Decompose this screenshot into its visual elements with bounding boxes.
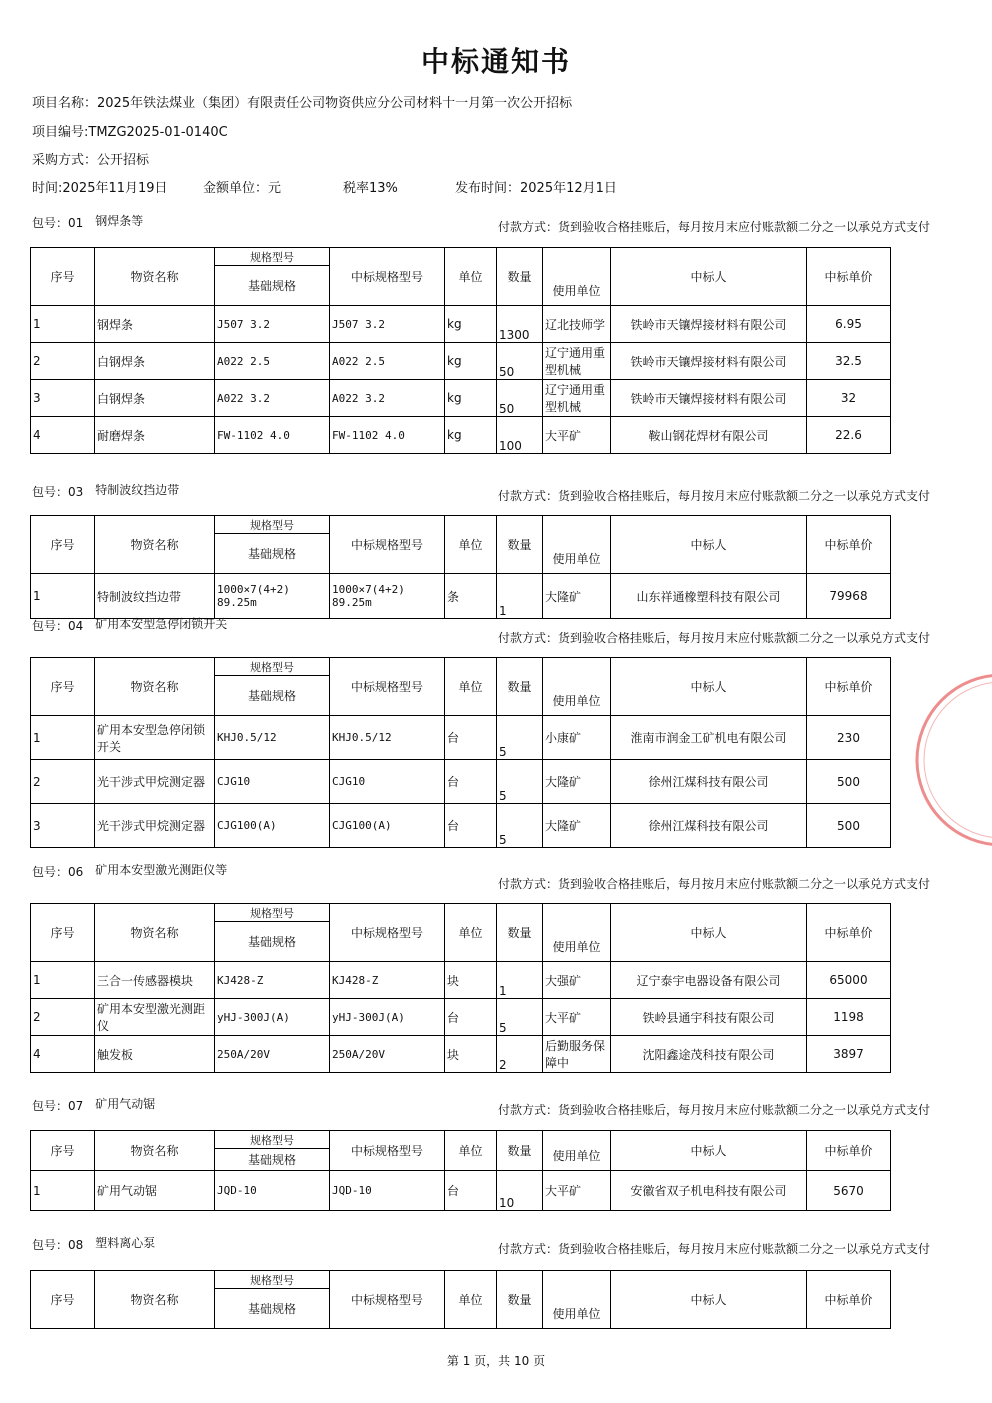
cell-winner: 徐州江煤科技有限公司 xyxy=(611,804,807,848)
col-header-bid-spec: 中标规格型号 xyxy=(330,904,445,962)
cell-spec: A022 2.5 xyxy=(215,343,330,380)
table-header-row xyxy=(31,658,891,676)
col-header-qty: 数量 xyxy=(497,248,543,306)
cell-user: 大强矿 xyxy=(543,962,611,999)
col-header-qty: 数量 xyxy=(497,1131,543,1171)
package-label: 包号：07 xyxy=(32,1099,84,1113)
bid-table xyxy=(30,1130,891,1211)
cell-bid-spec: J507 3.2 xyxy=(330,306,445,343)
cell-spec: KHJ0.5/12 xyxy=(215,716,330,760)
bid-table xyxy=(30,657,891,848)
procurement-method: 采购方式：公开招标 xyxy=(32,153,150,168)
table-row xyxy=(31,1036,891,1073)
cell-unit: kg xyxy=(445,306,497,343)
col-header-winner: 中标人 xyxy=(611,516,807,574)
col-header-price: 中标单价 xyxy=(807,1131,891,1171)
cell-seq: 2 xyxy=(31,343,95,380)
project-name: 项目名称：2025年铁法煤业（集团）有限责任公司物资供应分公司材料十一月第一次公开招标 xyxy=(32,96,573,111)
col-header-winner: 中标人 xyxy=(611,904,807,962)
cell-winner: 徐州江煤科技有限公司 xyxy=(611,760,807,804)
cell-spec: CJG10 xyxy=(215,760,330,804)
cell-spec: 250A/20V xyxy=(215,1036,330,1073)
cell-seq: 1 xyxy=(31,962,95,999)
col-header-spec-group: 规格型号 xyxy=(215,516,330,534)
cell-unit: 台 xyxy=(445,999,497,1036)
cell-bid-spec: 250A/20V xyxy=(330,1036,445,1073)
cell-price: 5670 xyxy=(807,1171,891,1211)
cell-bid-spec: KJ428-Z xyxy=(330,962,445,999)
cell-winner: 淮南市润金工矿机电有限公司 xyxy=(611,716,807,760)
col-header-spec-group: 规格型号 xyxy=(215,248,330,266)
cell-bid-spec: CJG100(A) xyxy=(330,804,445,848)
bid-table xyxy=(30,1270,891,1329)
package-name: 塑料离心泵 xyxy=(95,1236,156,1250)
cell-winner: 铁岭市天镶焊接材料有限公司 xyxy=(611,380,807,417)
col-header-spec-base: 基础规格 xyxy=(215,676,330,716)
col-header-price: 中标单价 xyxy=(807,904,891,962)
cell-seq: 1 xyxy=(31,574,95,619)
cell-bid-spec: FW-1102 4.0 xyxy=(330,417,445,454)
cell-spec: A022 3.2 xyxy=(215,380,330,417)
table-header-row xyxy=(31,1271,891,1289)
col-header-price: 中标单价 xyxy=(807,248,891,306)
table-row xyxy=(31,417,891,454)
cell-unit: kg xyxy=(445,343,497,380)
payment-terms: 付款方式：货到验收合格挂账后，每月按月末应付账款额二分之一以承兑方式支付 xyxy=(498,489,931,503)
cell-user: 大隆矿 xyxy=(543,574,611,619)
col-header-seq: 序号 xyxy=(31,1131,95,1171)
payment-terms: 付款方式：货到验收合格挂账后，每月按月末应付账款额二分之一以承兑方式支付 xyxy=(498,1103,931,1117)
col-header-price: 中标单价 xyxy=(807,1271,891,1329)
table-row xyxy=(31,1171,891,1211)
cell-seq: 3 xyxy=(31,804,95,848)
cell-winner: 辽宁泰宇电器设备有限公司 xyxy=(611,962,807,999)
cell-price: 230 xyxy=(807,716,891,760)
col-header-bid-spec: 中标规格型号 xyxy=(330,658,445,716)
cell-bid-spec: CJG10 xyxy=(330,760,445,804)
col-header-winner: 中标人 xyxy=(611,248,807,306)
package-label: 包号：03 xyxy=(32,485,84,499)
project-number: 项目编号:TMZG2025-01-0140C xyxy=(32,125,228,140)
publish-time: 发布时间：2025年12月1日 xyxy=(455,181,617,196)
col-header-bid-spec: 中标规格型号 xyxy=(330,516,445,574)
col-header-unit: 单位 xyxy=(445,248,497,306)
col-header-seq: 序号 xyxy=(31,658,95,716)
cell-name: 三合一传感器模块 xyxy=(95,962,215,999)
col-header-user: 使用单位 xyxy=(543,516,611,574)
col-header-spec-base: 基础规格 xyxy=(215,1289,330,1329)
package-header xyxy=(32,1097,155,1114)
package-name: 钢焊条等 xyxy=(95,214,144,228)
package-header xyxy=(32,1236,155,1253)
page-footer: 第 1 页，共 10 页 xyxy=(446,1354,546,1368)
col-header-price: 中标单价 xyxy=(807,658,891,716)
col-header-bid-spec: 中标规格型号 xyxy=(330,248,445,306)
cell-name: 矿用气动锯 xyxy=(95,1171,215,1211)
table-row xyxy=(31,380,891,417)
payment-terms: 付款方式：货到验收合格挂账后，每月按月末应付账款额二分之一以承兑方式支付 xyxy=(498,877,931,891)
col-header-spec-group: 规格型号 xyxy=(215,658,330,676)
cell-seq: 3 xyxy=(31,380,95,417)
cell-winner: 沈阳鑫途茂科技有限公司 xyxy=(611,1036,807,1073)
cell-qty: 2 xyxy=(497,1036,543,1073)
table-row xyxy=(31,343,891,380)
col-header-winner: 中标人 xyxy=(611,1271,807,1329)
col-header-unit: 单位 xyxy=(445,904,497,962)
cell-price: 500 xyxy=(807,804,891,848)
cell-name: 白钢焊条 xyxy=(95,380,215,417)
bid-table xyxy=(30,515,891,619)
cell-bid-spec: A022 3.2 xyxy=(330,380,445,417)
col-header-user: 使用单位 xyxy=(543,1271,611,1329)
cell-qty: 1 xyxy=(497,962,543,999)
col-header-winner: 中标人 xyxy=(611,658,807,716)
col-header-name: 物资名称 xyxy=(95,904,215,962)
cell-winner: 鞍山钢花焊材有限公司 xyxy=(611,417,807,454)
package-label: 包号：08 xyxy=(32,1238,84,1252)
col-header-bid-spec: 中标规格型号 xyxy=(330,1131,445,1171)
cell-name: 耐磨焊条 xyxy=(95,417,215,454)
page-title: 中标通知书 xyxy=(420,45,571,78)
cell-spec: 1000×7(4+2) 89.25m xyxy=(215,574,330,619)
currency-unit: 金额单位：元 xyxy=(203,181,282,196)
package-name: 矿用本安型激光测距仪等 xyxy=(95,863,228,877)
package-label: 包号：04 xyxy=(32,619,84,633)
col-header-qty: 数量 xyxy=(497,1271,543,1329)
cell-seq: 4 xyxy=(31,1036,95,1073)
cell-bid-spec: yHJ-300J(A) xyxy=(330,999,445,1036)
cell-unit: 台 xyxy=(445,716,497,760)
cell-user: 辽宁通用重型机械 xyxy=(543,343,611,380)
cell-user: 后勤服务保障中 xyxy=(543,1036,611,1073)
table-header-row xyxy=(31,248,891,266)
col-header-seq: 序号 xyxy=(31,1271,95,1329)
package-name: 矿用本安型急停闭锁开关 xyxy=(95,617,228,631)
col-header-unit: 单位 xyxy=(445,516,497,574)
cell-user: 小康矿 xyxy=(543,716,611,760)
cell-qty: 5 xyxy=(497,999,543,1036)
cell-unit: 台 xyxy=(445,804,497,848)
cell-spec: J507 3.2 xyxy=(215,306,330,343)
cell-unit: 台 xyxy=(445,1171,497,1211)
package-name: 特制波纹挡边带 xyxy=(95,483,180,497)
red-seal-stamp xyxy=(912,670,992,850)
cell-name: 矿用本安型激光测距仪 xyxy=(95,999,215,1036)
package-header xyxy=(32,863,227,880)
cell-user: 大隆矿 xyxy=(543,760,611,804)
col-header-name: 物资名称 xyxy=(95,1131,215,1171)
cell-winner: 铁岭市天镶焊接材料有限公司 xyxy=(611,343,807,380)
cell-qty: 5 xyxy=(497,804,543,848)
payment-terms: 付款方式：货到验收合格挂账后，每月按月末应付账款额二分之一以承兑方式支付 xyxy=(498,220,931,234)
col-header-price: 中标单价 xyxy=(807,516,891,574)
package-header xyxy=(32,483,179,500)
cell-unit: kg xyxy=(445,380,497,417)
cell-price: 6.95 xyxy=(807,306,891,343)
cell-price: 22.6 xyxy=(807,417,891,454)
col-header-unit: 单位 xyxy=(445,1131,497,1171)
cell-spec: CJG100(A) xyxy=(215,804,330,848)
col-header-seq: 序号 xyxy=(31,904,95,962)
cell-qty: 1 xyxy=(497,574,543,619)
cell-name: 光干涉式甲烷测定器 xyxy=(95,804,215,848)
cell-price: 65000 xyxy=(807,962,891,999)
cell-price: 32 xyxy=(807,380,891,417)
table-row xyxy=(31,306,891,343)
cell-seq: 2 xyxy=(31,760,95,804)
col-header-bid-spec: 中标规格型号 xyxy=(330,1271,445,1329)
cell-winner: 山东祥通橡塑科技有限公司 xyxy=(611,574,807,619)
cell-user: 大隆矿 xyxy=(543,804,611,848)
cell-name: 特制波纹挡边带 xyxy=(95,574,215,619)
col-header-name: 物资名称 xyxy=(95,1271,215,1329)
cell-bid-spec: KHJ0.5/12 xyxy=(330,716,445,760)
cell-user: 大平矿 xyxy=(543,999,611,1036)
cell-unit: 条 xyxy=(445,574,497,619)
cell-seq: 1 xyxy=(31,306,95,343)
cell-price: 32.5 xyxy=(807,343,891,380)
col-header-unit: 单位 xyxy=(445,658,497,716)
cell-user: 辽北技师学 xyxy=(543,306,611,343)
cell-name: 触发板 xyxy=(95,1036,215,1073)
table-header-row xyxy=(31,904,891,922)
col-header-spec-base: 基础规格 xyxy=(215,1149,330,1171)
col-header-spec-group: 规格型号 xyxy=(215,904,330,922)
package-header xyxy=(32,214,143,231)
cell-name: 白钢焊条 xyxy=(95,343,215,380)
cell-price: 500 xyxy=(807,760,891,804)
cell-user: 大平矿 xyxy=(543,417,611,454)
col-header-unit: 单位 xyxy=(445,1271,497,1329)
cell-user: 大平矿 xyxy=(543,1171,611,1211)
cell-price: 3897 xyxy=(807,1036,891,1073)
tax-rate: 税率13% xyxy=(343,181,398,196)
cell-unit: 块 xyxy=(445,1036,497,1073)
table-row xyxy=(31,962,891,999)
table-row xyxy=(31,999,891,1036)
col-header-qty: 数量 xyxy=(497,904,543,962)
cell-bid-spec: A022 2.5 xyxy=(330,343,445,380)
cell-qty: 5 xyxy=(497,716,543,760)
col-header-qty: 数量 xyxy=(497,658,543,716)
cell-qty: 10 xyxy=(497,1171,543,1211)
cell-qty: 1300 xyxy=(497,306,543,343)
cell-seq: 4 xyxy=(31,417,95,454)
cell-qty: 5 xyxy=(497,760,543,804)
cell-name: 矿用本安型急停闭锁开关 xyxy=(95,716,215,760)
col-header-name: 物资名称 xyxy=(95,658,215,716)
col-header-spec-base: 基础规格 xyxy=(215,534,330,574)
cell-winner: 铁岭县通宇科技有限公司 xyxy=(611,999,807,1036)
payment-terms: 付款方式：货到验收合格挂账后，每月按月末应付账款额二分之一以承兑方式支付 xyxy=(498,631,931,645)
col-header-spec-base: 基础规格 xyxy=(215,922,330,962)
col-header-name: 物资名称 xyxy=(95,248,215,306)
cell-spec: yHJ-300J(A) xyxy=(215,999,330,1036)
cell-unit: 台 xyxy=(445,760,497,804)
notice-time: 时间:2025年11月19日 xyxy=(32,181,168,196)
table-header-row xyxy=(31,516,891,534)
bid-table xyxy=(30,903,891,1073)
col-header-seq: 序号 xyxy=(31,516,95,574)
cell-name: 光干涉式甲烷测定器 xyxy=(95,760,215,804)
col-header-spec-group: 规格型号 xyxy=(215,1271,330,1289)
payment-terms: 付款方式：货到验收合格挂账后，每月按月末应付账款额二分之一以承兑方式支付 xyxy=(498,1242,931,1256)
cell-qty: 50 xyxy=(497,380,543,417)
cell-unit: 块 xyxy=(445,962,497,999)
col-header-user: 使用单位 xyxy=(543,904,611,962)
cell-seq: 1 xyxy=(31,716,95,760)
cell-seq: 2 xyxy=(31,999,95,1036)
table-row xyxy=(31,574,891,619)
cell-unit: kg xyxy=(445,417,497,454)
cell-user: 辽宁通用重型机械 xyxy=(543,380,611,417)
cell-spec: FW-1102 4.0 xyxy=(215,417,330,454)
table-header-row xyxy=(31,1131,891,1149)
col-header-seq: 序号 xyxy=(31,248,95,306)
col-header-spec-base: 基础规格 xyxy=(215,266,330,306)
cell-winner: 安徽省双子机电科技有限公司 xyxy=(611,1171,807,1211)
col-header-user: 使用单位 xyxy=(543,1131,611,1171)
package-header xyxy=(32,617,227,634)
package-name: 矿用气动锯 xyxy=(95,1097,156,1111)
cell-name: 钢焊条 xyxy=(95,306,215,343)
cell-seq: 1 xyxy=(31,1171,95,1211)
cell-qty: 100 xyxy=(497,417,543,454)
cell-spec: KJ428-Z xyxy=(215,962,330,999)
package-label: 包号：01 xyxy=(32,216,84,230)
cell-price: 79968 xyxy=(807,574,891,619)
col-header-spec-group: 规格型号 xyxy=(215,1131,330,1149)
col-header-qty: 数量 xyxy=(497,516,543,574)
col-header-winner: 中标人 xyxy=(611,1131,807,1171)
table-row xyxy=(31,716,891,760)
cell-winner: 铁岭市天镶焊接材料有限公司 xyxy=(611,306,807,343)
cell-bid-spec: JQD-10 xyxy=(330,1171,445,1211)
cell-qty: 50 xyxy=(497,343,543,380)
cell-spec: JQD-10 xyxy=(215,1171,330,1211)
table-row xyxy=(31,760,891,804)
bid-table xyxy=(30,247,891,454)
col-header-user: 使用单位 xyxy=(543,248,611,306)
package-label: 包号：06 xyxy=(32,865,84,879)
table-row xyxy=(31,804,891,848)
col-header-user: 使用单位 xyxy=(543,658,611,716)
cell-price: 1198 xyxy=(807,999,891,1036)
cell-bid-spec: 1000×7(4+2) 89.25m xyxy=(330,574,445,619)
col-header-name: 物资名称 xyxy=(95,516,215,574)
